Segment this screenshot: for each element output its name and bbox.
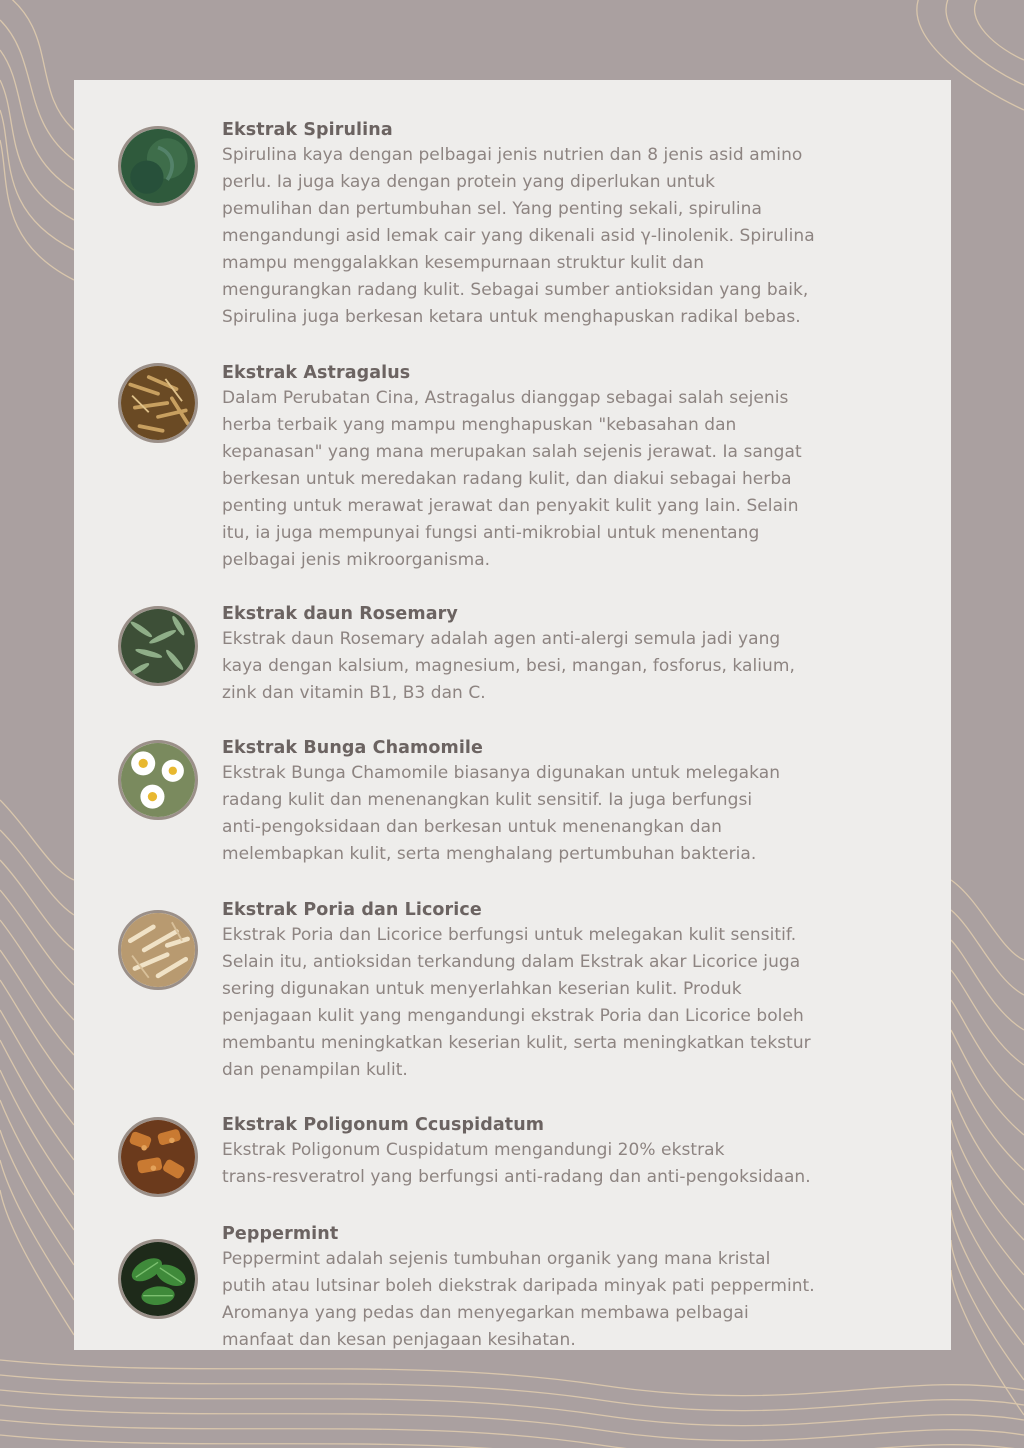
body-line: Spirulina juga berkesan ketara untuk menghapuskan radikal bebas.: [222, 307, 801, 327]
body-line: mengandungi asid lemak cair yang dikenali asid γ-linolenik. Spirulina: [222, 226, 815, 246]
entry-title: Ekstrak daun Rosemary: [222, 604, 458, 624]
entry-body: [222, 626, 927, 707]
content-card: [74, 80, 951, 1350]
rosemary-leaf-icon: [118, 606, 198, 686]
entry-title: Ekstrak Astragalus: [222, 363, 411, 383]
entry-body: [222, 922, 927, 1084]
entry-body: [222, 760, 927, 868]
spirulina-powder-icon: [118, 126, 198, 206]
body-line: radang kulit dan menenangkan kulit sensitif. Ia juga berfungsi: [222, 790, 753, 810]
entry-title: Peppermint: [222, 1224, 339, 1244]
body-line: penting untuk merawat jerawat dan penyakit kulit yang lain. Selain: [222, 496, 799, 516]
body-line: Aromanya yang pedas dan menyegarkan membawa pelbagai: [222, 1303, 749, 1323]
licorice-root-icon: [118, 910, 198, 990]
peppermint-leaf-icon: [118, 1239, 198, 1319]
entry-body: [222, 1137, 927, 1191]
body-line: perlu. Ia juga kaya dengan protein yang diperlukan untuk: [222, 172, 716, 192]
body-line: membantu meningkatkan keserian kulit, serta meningkatkan tekstur: [222, 1033, 811, 1053]
body-line: sering digunakan untuk menyerlahkan keserian kulit. Produk: [222, 979, 742, 999]
body-line: kaya dengan kalsium, magnesium, besi, mangan, fosforus, kalium,: [222, 656, 795, 676]
body-line: penjagaan kulit yang mengandungi ekstrak Poria dan Licorice boleh: [222, 1006, 804, 1026]
body-line: Ekstrak Poligonum Cuspidatum mengandungi 20% ekstrak: [222, 1140, 725, 1160]
entry-title: Ekstrak Poria dan Licorice: [222, 900, 482, 920]
astragalus-root-icon: [118, 363, 198, 443]
body-line: Spirulina kaya dengan pelbagai jenis nutrien dan 8 jenis asid amino: [222, 145, 803, 165]
body-line: zink dan vitamin B1, B3 dan C.: [222, 683, 486, 703]
entry-body: [222, 142, 927, 331]
entry-title: Ekstrak Poligonum Ccuspidatum: [222, 1115, 545, 1135]
body-line: Selain itu, antioksidan terkandung dalam Ekstrak akar Licorice juga: [222, 952, 801, 972]
body-line: mengurangkan radang kulit. Sebagai sumber antioksidan yang baik,: [222, 280, 809, 300]
body-line: kepanasan" yang mana merupakan salah sejenis jerawat. Ia sangat: [222, 442, 802, 462]
entry-title: Ekstrak Bunga Chamomile: [222, 738, 483, 758]
body-line: Ekstrak Poria dan Licorice berfungsi untuk melegakan kulit sensitif.: [222, 925, 797, 945]
body-line: itu, ia juga mempunyai fungsi anti-mikrobial untuk menentang: [222, 523, 760, 543]
entry-title: Ekstrak Spirulina: [222, 120, 393, 140]
body-line: pelbagai jenis mikroorganisma.: [222, 550, 491, 570]
body-line: pemulihan dan pertumbuhan sel. Yang penting sekali, spirulina: [222, 199, 762, 219]
body-line: Ekstrak Bunga Chamomile biasanya digunakan untuk melegakan: [222, 763, 781, 783]
body-line: trans-resveratrol yang berfungsi anti-radang dan anti-pengoksidaan.: [222, 1167, 811, 1187]
body-line: Peppermint adalah sejenis tumbuhan organik yang mana kristal: [222, 1249, 771, 1269]
body-line: herba terbaik yang mampu menghapuskan "kebasahan dan: [222, 415, 737, 435]
body-line: melembapkan kulit, serta menghalang pertumbuhan bakteria.: [222, 844, 757, 864]
body-line: manfaat dan kesan penjagaan kesihatan.: [222, 1330, 576, 1350]
body-line: mampu menggalakkan kesempurnaan struktur kulit dan: [222, 253, 705, 273]
body-line: dan penampilan kulit.: [222, 1060, 408, 1080]
body-line: berkesan untuk meredakan radang kulit, dan diakui sebagai herba: [222, 469, 792, 489]
body-line: Ekstrak daun Rosemary adalah agen anti-alergi semula jadi yang: [222, 629, 781, 649]
body-line: putih atau lutsinar boleh diekstrak daripada minyak pati peppermint.: [222, 1276, 815, 1296]
polygonum-root-icon: [118, 1117, 198, 1197]
entry-body: [222, 1246, 927, 1354]
chamomile-flower-icon: [118, 740, 198, 820]
body-line: Dalam Perubatan Cina, Astragalus dianggap sebagai salah sejenis: [222, 388, 789, 408]
entry-body: [222, 385, 927, 574]
body-line: anti-pengoksidaan dan berkesan untuk menenangkan dan: [222, 817, 722, 837]
